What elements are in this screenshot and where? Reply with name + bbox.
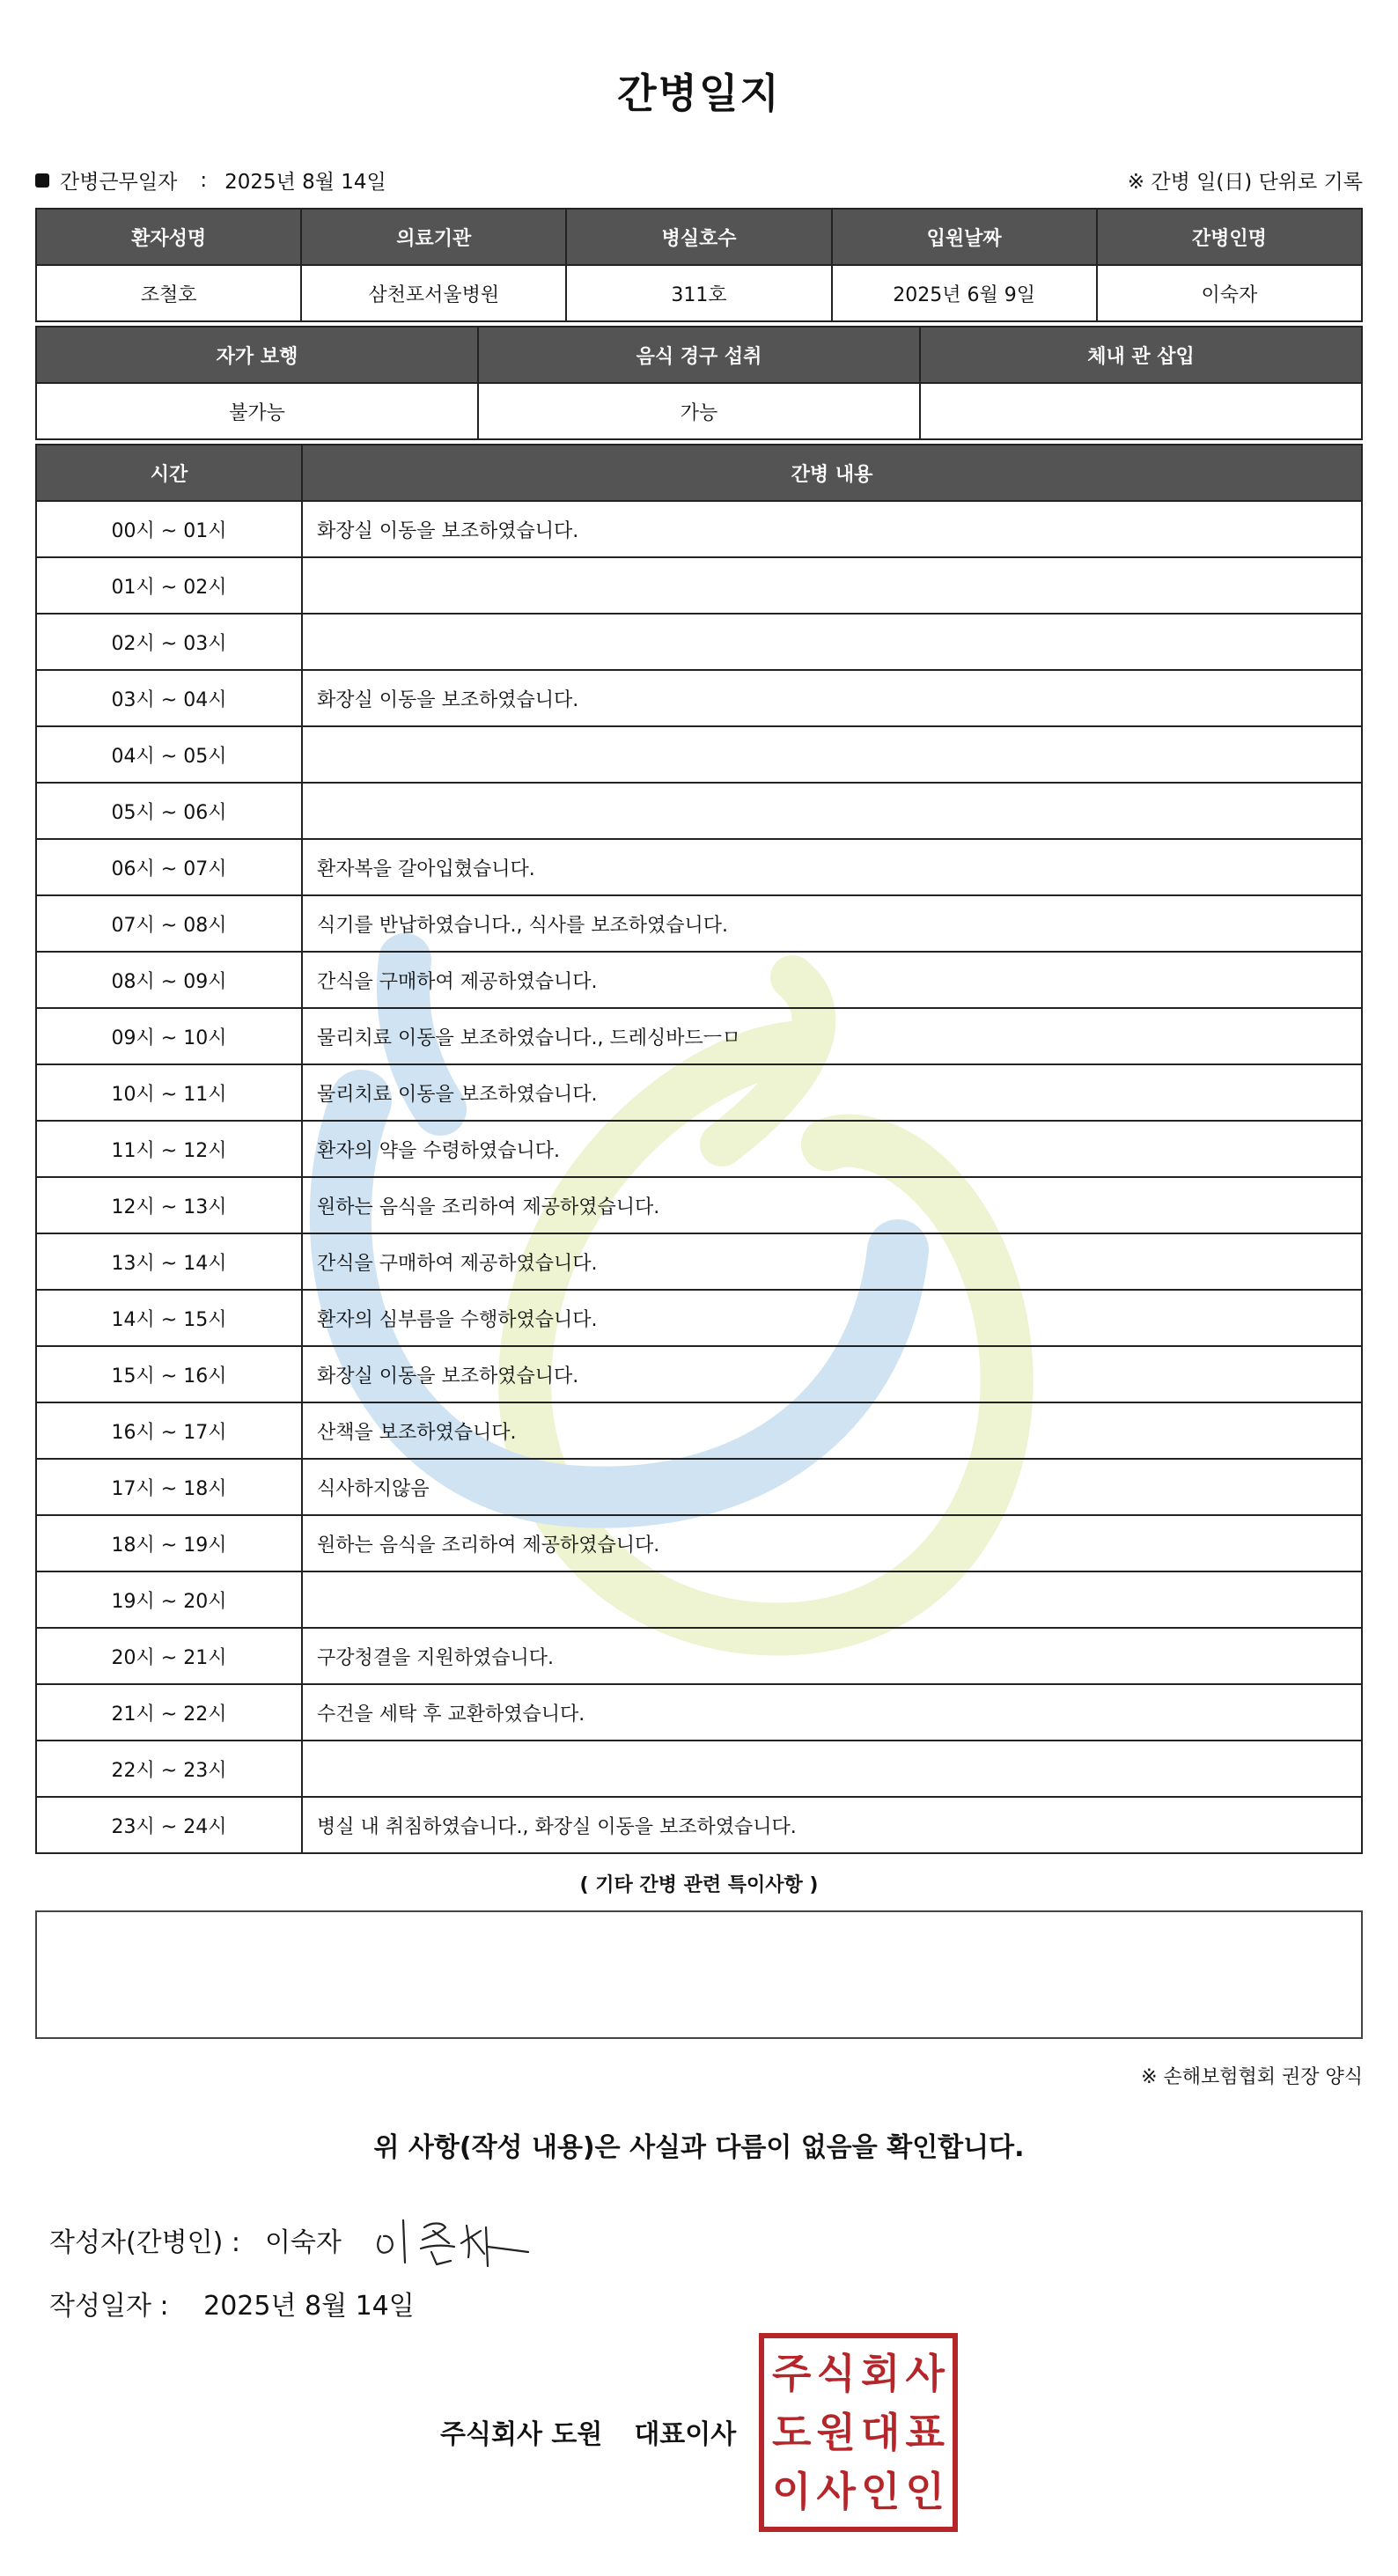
status-header-row (36, 327, 1362, 383)
log-content: 간식을 구매하여 제공하였습니다. (302, 952, 1362, 1008)
log-time: 15시 ~ 16시 (36, 1346, 302, 1402)
log-header-row (36, 445, 1362, 501)
status-value-row (36, 383, 1362, 439)
log-content: 환자의 약을 수령하였습니다. (302, 1121, 1362, 1177)
seal-character: 인 (861, 2468, 901, 2516)
seal-character: 대 (861, 2408, 901, 2456)
log-time: 04시 ~ 05시 (36, 726, 302, 783)
log-time: 22시 ~ 23시 (36, 1741, 302, 1797)
log-content: 물리치료 이동을 보조하였습니다., 드레싱바드ㅡㅁ (302, 1008, 1362, 1064)
header-self-walking: 자가 보행 (36, 327, 478, 383)
log-time: 05시 ~ 06시 (36, 783, 302, 839)
log-row (36, 839, 1362, 895)
log-row (36, 501, 1362, 557)
company-name: 주식회사 도원 (440, 2419, 603, 2450)
company-line (440, 2412, 736, 2451)
work-date (35, 166, 386, 195)
seal-character: 주 (772, 2349, 812, 2397)
log-time: 08시 ~ 09시 (36, 952, 302, 1008)
log-content (302, 614, 1362, 670)
log-content: 간식을 구매하여 제공하였습니다. (302, 1233, 1362, 1290)
log-row (36, 895, 1362, 952)
header-care-content: 간병 내용 (302, 445, 1362, 501)
log-content: 물리치료 이동을 보조하였습니다. (302, 1064, 1362, 1121)
log-time: 20시 ~ 21시 (36, 1628, 302, 1684)
log-time: 23시 ~ 24시 (36, 1797, 302, 1853)
seal-character: 회 (861, 2349, 901, 2397)
caregiver-name: 이숙자 (1097, 265, 1362, 321)
log-content (302, 1741, 1362, 1797)
log-row (36, 1008, 1362, 1064)
log-row (36, 1064, 1362, 1121)
header-oral-intake: 음식 경구 섭취 (478, 327, 920, 383)
header-admission-date: 입원날짜 (832, 209, 1097, 265)
log-time: 17시 ~ 18시 (36, 1459, 302, 1515)
log-content (302, 1571, 1362, 1628)
square-bullet-icon (35, 173, 49, 188)
unit-note: ※ 간병 일(日) 단위로 기록 (1127, 171, 1363, 194)
log-row (36, 1177, 1362, 1233)
writer-name: 이숙자 (264, 2227, 342, 2258)
work-date-value: 2025년 8월 14일 (224, 171, 386, 194)
tube-insertion-value (920, 383, 1362, 439)
patient-status-table (35, 326, 1363, 440)
log-time: 11시 ~ 12시 (36, 1121, 302, 1177)
log-content: 구강청결을 지원하였습니다. (302, 1628, 1362, 1684)
log-row (36, 1515, 1362, 1571)
log-row (36, 1628, 1362, 1684)
seal-character: 사 (905, 2349, 945, 2397)
log-time: 09시 ~ 10시 (36, 1008, 302, 1064)
hospital-name: 삼천포서울병원 (301, 265, 566, 321)
log-content: 병실 내 취침하였습니다., 화장실 이동을 보조하였습니다. (302, 1797, 1362, 1853)
written-date-value: 2025년 8월 14일 (203, 2291, 415, 2322)
company-seal (759, 2333, 958, 2532)
self-walking-value: 불가능 (36, 383, 478, 439)
log-content: 화장실 이동을 보조하였습니다. (302, 670, 1362, 726)
seal-character: 도 (772, 2408, 812, 2456)
log-content: 화장실 이동을 보조하였습니다. (302, 501, 1362, 557)
log-row (36, 614, 1362, 670)
log-time: 13시 ~ 14시 (36, 1233, 302, 1290)
log-row (36, 1797, 1362, 1853)
patient-header-row (36, 209, 1362, 265)
log-row (36, 557, 1362, 614)
log-time: 19시 ~ 20시 (36, 1571, 302, 1628)
log-row (36, 783, 1362, 839)
log-time: 07시 ~ 08시 (36, 895, 302, 952)
log-row (36, 726, 1362, 783)
form-footnote: ※ 손해보험협회 권장 양식 (1141, 2066, 1363, 2088)
log-time: 10시 ~ 11시 (36, 1064, 302, 1121)
log-row (36, 1233, 1362, 1290)
seal-character: 식 (816, 2349, 856, 2397)
header-caregiver-name: 간병인명 (1097, 209, 1362, 265)
log-content: 식사하지않음 (302, 1459, 1362, 1515)
handwritten-signature (370, 2201, 537, 2271)
log-row (36, 1346, 1362, 1402)
log-row (36, 1741, 1362, 1797)
header-patient-name: 환자성명 (36, 209, 301, 265)
remarks-box (35, 1910, 1363, 2039)
written-date-line (49, 2284, 415, 2322)
header-time: 시간 (36, 445, 302, 501)
log-time: 12시 ~ 13시 (36, 1177, 302, 1233)
header-hospital: 의료기관 (301, 209, 566, 265)
seal-character: 이 (772, 2468, 812, 2516)
log-content: 수건을 세탁 후 교환하였습니다. (302, 1684, 1362, 1741)
log-time: 18시 ~ 19시 (36, 1515, 302, 1571)
header-tube-insertion: 체내 관 삽입 (920, 327, 1362, 383)
admission-date: 2025년 6월 9일 (832, 265, 1097, 321)
log-time: 21시 ~ 22시 (36, 1684, 302, 1741)
log-time: 16시 ~ 17시 (36, 1402, 302, 1459)
seal-character: 인 (905, 2468, 945, 2516)
company-ceo-title: 대표이사 (634, 2419, 737, 2450)
header-room: 병실호수 (566, 209, 831, 265)
log-row (36, 952, 1362, 1008)
log-content: 화장실 이동을 보조하였습니다. (302, 1346, 1362, 1402)
log-time: 00시 ~ 01시 (36, 501, 302, 557)
care-log-table (35, 444, 1363, 1854)
log-content: 원하는 음식을 조리하여 제공하였습니다. (302, 1515, 1362, 1571)
writer-line (49, 2220, 342, 2259)
seal-character: 원 (816, 2408, 856, 2456)
work-date-colon: : (200, 168, 208, 192)
patient-name: 조철호 (36, 265, 301, 321)
log-row (36, 1121, 1362, 1177)
log-time: 01시 ~ 02시 (36, 557, 302, 614)
log-time: 06시 ~ 07시 (36, 839, 302, 895)
log-content: 식기를 반납하였습니다., 식사를 보조하였습니다. (302, 895, 1362, 952)
patient-value-row (36, 265, 1362, 321)
log-content (302, 783, 1362, 839)
log-row (36, 1459, 1362, 1515)
log-content: 산책을 보조하였습니다. (302, 1402, 1362, 1459)
oral-intake-value: 가능 (478, 383, 920, 439)
log-content: 원하는 음식을 조리하여 제공하였습니다. (302, 1177, 1362, 1233)
log-time: 02시 ~ 03시 (36, 614, 302, 670)
log-content (302, 726, 1362, 783)
remarks-title: ( 기타 간병 관련 특이사항 ) (579, 1874, 819, 1896)
log-time: 14시 ~ 15시 (36, 1290, 302, 1346)
log-row (36, 1402, 1362, 1459)
log-time: 03시 ~ 04시 (36, 670, 302, 726)
log-content: 환자의 심부름을 수행하였습니다. (302, 1290, 1362, 1346)
log-row (36, 1290, 1362, 1346)
written-date-label: 작성일자 : (49, 2291, 169, 2322)
page-title: 간병일지 (617, 70, 781, 117)
log-row (36, 1571, 1362, 1628)
confirmation-statement: 위 사항(작성 내용)은 사실과 다름이 없음을 확인합니다. (373, 2132, 1025, 2163)
work-date-label: 간병근무일자 (60, 171, 178, 194)
patient-info-table (35, 208, 1363, 322)
writer-label: 작성자(간병인) : (49, 2227, 240, 2258)
room-number: 311호 (566, 265, 831, 321)
log-content (302, 557, 1362, 614)
seal-character: 표 (905, 2408, 945, 2456)
seal-character: 사 (816, 2468, 856, 2516)
log-row (36, 1684, 1362, 1741)
log-content: 환자복을 갈아입혔습니다. (302, 839, 1362, 895)
log-row (36, 670, 1362, 726)
